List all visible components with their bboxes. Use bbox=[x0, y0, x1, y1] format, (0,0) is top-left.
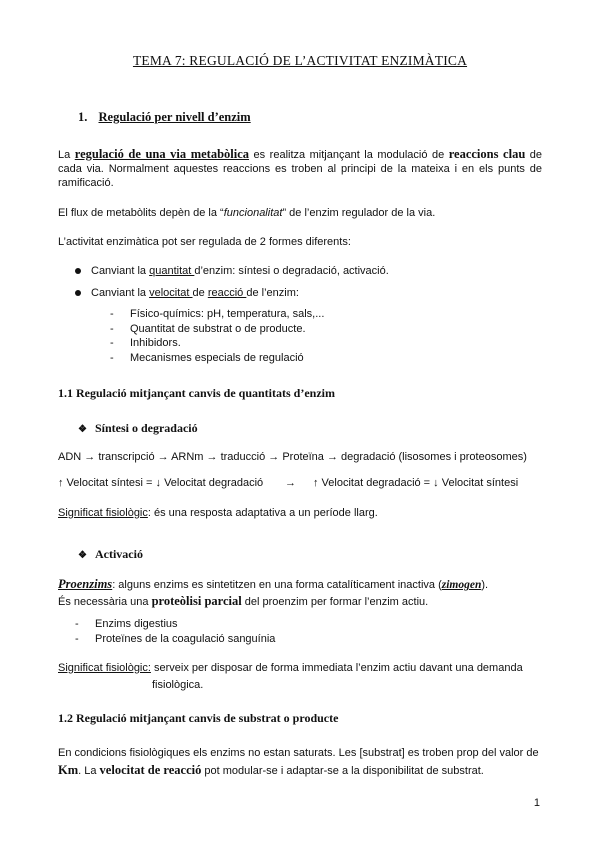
proteolysis-line bbox=[58, 595, 428, 609]
text-run: del proenzim per formar l’enzim actiu. bbox=[241, 596, 429, 608]
key-term: Km bbox=[58, 763, 79, 777]
text-run: És necessària una bbox=[58, 596, 152, 608]
proenzyme-definition bbox=[58, 578, 488, 592]
section-1-heading bbox=[78, 110, 251, 125]
dash-icon: - bbox=[110, 352, 114, 364]
subsection-heading bbox=[78, 547, 143, 562]
text-run: Canviant la bbox=[91, 287, 150, 299]
text-run: serveix per disposar de forma immediata l’enzim actiu davant una demanda bbox=[150, 662, 523, 674]
diamond-bullet-icon: ❖ bbox=[78, 550, 87, 561]
dash-icon: - bbox=[110, 323, 114, 335]
key-term: reaccions clau bbox=[448, 147, 526, 161]
section-1-1-heading: 1.1 Regulació mitjançant canvis de quantitats d’enzim bbox=[58, 386, 335, 400]
page-number: 1 bbox=[533, 797, 540, 809]
physiological-significance bbox=[58, 662, 523, 675]
underlined-term: reacció bbox=[207, 287, 247, 299]
subsection-title: Activació bbox=[94, 547, 143, 561]
intro-paragraph-2 bbox=[58, 207, 435, 220]
dash-icon: - bbox=[110, 308, 114, 320]
significance-label: Significat fisiològic bbox=[58, 507, 148, 519]
text-run: de l’enzim: bbox=[246, 287, 299, 299]
significance-continuation: fisiològica. bbox=[152, 679, 204, 691]
intro-paragraph-1 bbox=[58, 147, 542, 190]
text-run: Canviant la bbox=[91, 265, 150, 277]
relation-arrow: → bbox=[285, 477, 296, 489]
list-item-text: Quantitat de substrat o de producte. bbox=[130, 323, 306, 335]
velocity-relation-left: ↑ Velocitat síntesi = ↓ Velocitat degradació bbox=[58, 477, 264, 489]
dash-icon: - bbox=[110, 337, 114, 349]
list-item-text: Mecanismes especials de regulació bbox=[130, 352, 304, 364]
list-item bbox=[110, 308, 324, 321]
underlined-term: quantitat bbox=[149, 265, 195, 277]
list-item bbox=[110, 337, 181, 350]
bullet-item bbox=[75, 287, 299, 300]
key-term: velocitat de reacció bbox=[99, 763, 202, 777]
key-term: regulació de una via metabòlica bbox=[74, 147, 250, 161]
dash-icon: - bbox=[75, 618, 79, 630]
significance-label: Significat fisiològic: bbox=[58, 662, 151, 674]
dash-icon: - bbox=[75, 633, 79, 645]
text-run: d’enzim: síntesi o degradació, activació. bbox=[194, 265, 389, 277]
key-term: proteòlisi parcial bbox=[151, 594, 242, 608]
list-item bbox=[110, 352, 304, 365]
subsection-title: Síntesi o degradació bbox=[94, 421, 198, 435]
text-run: pot modular-se i adaptar-se a la disponibilitat de substrat. bbox=[201, 765, 484, 777]
bullet-icon bbox=[75, 268, 81, 274]
page-title: TEMA 7: REGULACIÓ DE L’ACTIVITAT ENZIMÀTICA bbox=[132, 53, 468, 68]
emphasis: funcionalitat bbox=[223, 207, 283, 219]
list-item bbox=[75, 633, 275, 646]
bullet-icon bbox=[75, 290, 81, 296]
list-item-text: Enzims digestius bbox=[95, 618, 178, 630]
list-item-text: Físico-químics: pH, temperatura, sals,... bbox=[130, 308, 325, 320]
text-run: de bbox=[192, 287, 208, 299]
text-run: La bbox=[58, 149, 75, 161]
text-run: es realitza mitjançant la modulació de bbox=[249, 149, 449, 161]
text-run: . La bbox=[78, 765, 100, 777]
section-title: Regulació per nivell d’enzim bbox=[98, 110, 251, 124]
synthesis-flow: ADN → transcripció → ARNm → traducció → Proteïna → degradació (lisosomes i proteosomes) bbox=[58, 451, 527, 463]
velocity-relation-right: ↑ Velocitat degradació = ↓ Velocitat síntesi bbox=[313, 477, 519, 489]
list-item-text: Inhibidors. bbox=[130, 337, 181, 349]
text-run: ” de l’enzim regulador de la via. bbox=[282, 207, 436, 219]
section-number: 1. bbox=[78, 110, 88, 124]
key-term: zimogen bbox=[441, 579, 482, 591]
text-run: En condicions fisiològiques els enzims no estan saturats. Les [substrat] es troben prop del valor de bbox=[58, 747, 539, 759]
text-run: de cada via. Normalment aquestes reaccions es troben al principi de la mateixa i en els punts de ramificació. bbox=[58, 149, 543, 189]
list-item bbox=[75, 618, 178, 631]
section-1-2-heading: 1.2 Regulació mitjançant canvis de substrat o producte bbox=[58, 711, 339, 725]
section-1-2-paragraph bbox=[58, 745, 548, 780]
list-item-text: Proteïnes de la coagulació sanguínia bbox=[95, 633, 276, 645]
underlined-term: velocitat bbox=[149, 287, 193, 299]
text-run: : és una resposta adaptativa a un període llarg. bbox=[147, 507, 378, 519]
list-item bbox=[110, 323, 306, 336]
key-term: Proenzims bbox=[58, 577, 113, 591]
diamond-bullet-icon: ❖ bbox=[78, 424, 87, 435]
physiological-significance bbox=[58, 507, 378, 520]
bullet-item bbox=[75, 265, 389, 278]
subsection-heading bbox=[78, 421, 198, 436]
intro-paragraph-3: L’activitat enzimàtica pot ser regulada de 2 formes diferents: bbox=[58, 236, 351, 248]
text-run: ). bbox=[481, 579, 489, 591]
text-run: : alguns enzims es sintetitzen en una forma catalíticament inactiva ( bbox=[112, 579, 442, 591]
text-run: El flux de metabòlits depèn de la “ bbox=[58, 207, 224, 219]
